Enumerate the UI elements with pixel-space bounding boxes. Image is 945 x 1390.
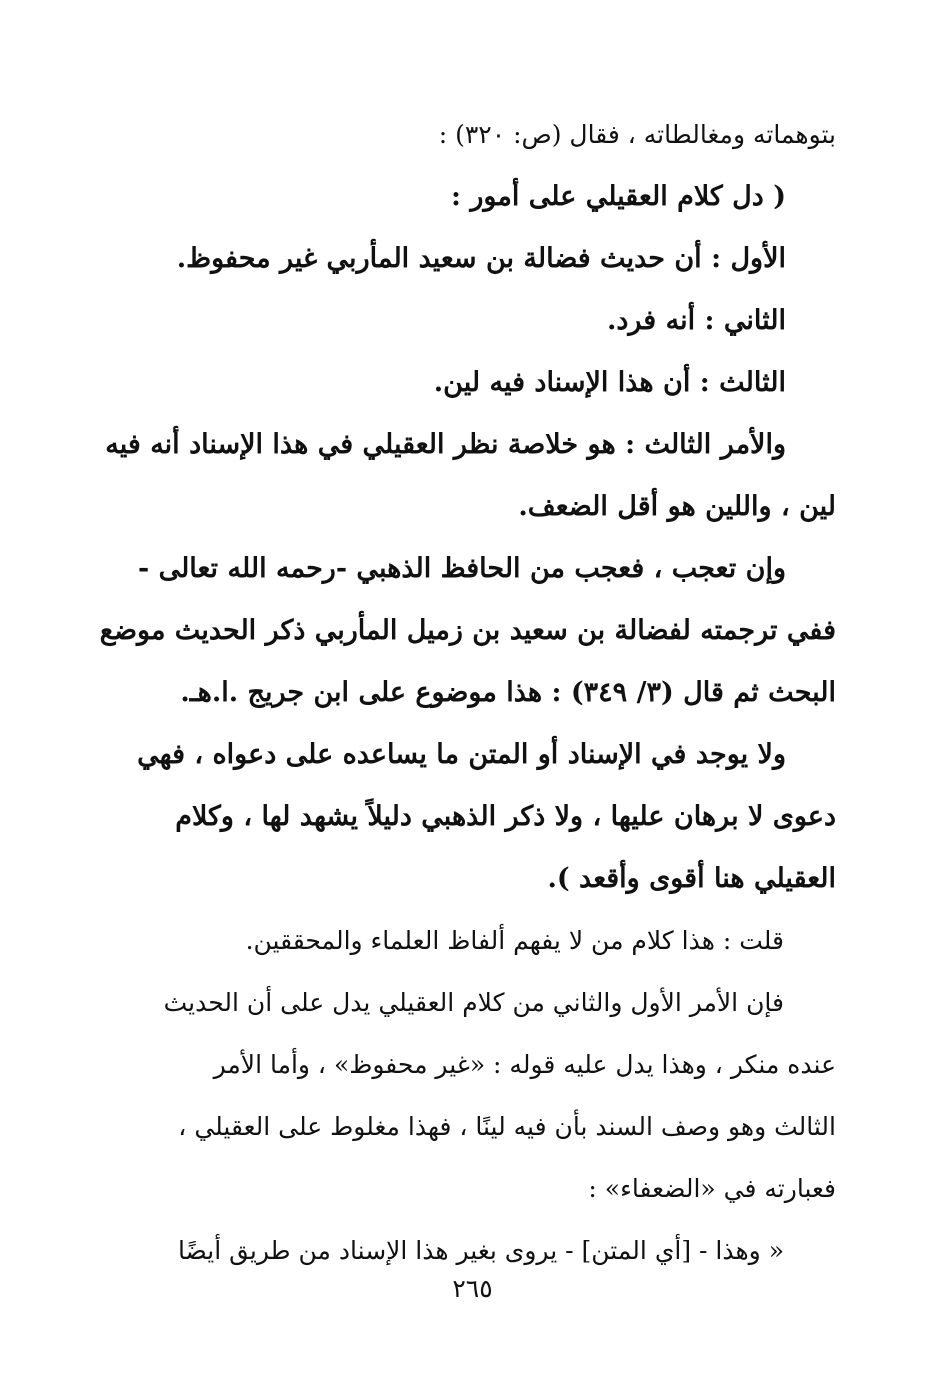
- text-line: فعبارته في «الضعفاء» :: [588, 1174, 836, 1203]
- quote-line: الثاني : أنه فرد.: [606, 305, 786, 336]
- quote-line: ( دل كلام العقيلي على أمور :: [451, 181, 786, 212]
- quote-line: الأول : أن حديث فضالة بن سعيد المأربي غير محفوظ.: [176, 243, 786, 274]
- quote-line: الثالث : أن هذا الإسناد فيه لين.: [433, 367, 786, 398]
- quote-line: والأمر الثالث : هو خلاصة نظر العقيلي في هذا الإسناد أنه فيه: [105, 429, 786, 460]
- quote-line: ولا يوجد في الإسناد أو المتن ما يساعده على دعواه ، فهي: [137, 739, 786, 770]
- quote-line: العقيلي هنا أقوى وأقعد ).: [547, 863, 836, 894]
- text-line: الثالث وهو وصف السند بأن فيه لينًا ، فهذا مغلوط على العقيلي ،: [178, 1112, 836, 1141]
- quote-line: دعوى لا برهان عليها ، ولا ذكر الذهبي دليلاً يشهد لها ، وكلام: [175, 801, 836, 832]
- quote-line: ففي ترجمته لفضالة بن سعيد بن زميل المأربي ذكر الحديث موضع: [99, 615, 836, 646]
- text-line: بتوهماته ومغالطاته ، فقال (ص: ٣٢٠) :: [438, 120, 836, 149]
- page-number: ٢٦٥: [452, 1274, 493, 1303]
- quote-line: لين ، واللين هو أقل الضعف.: [518, 491, 836, 522]
- text-line: فإن الأمر الأول والثاني من كلام العقيلي يدل على أن الحديث: [163, 988, 784, 1017]
- page-body: [99, 104, 836, 1282]
- text-line: عنده منكر ، وهذا يدل عليه قوله : «غير محفوظ» ، وأما الأمر: [213, 1050, 836, 1079]
- quote-line: وإن تعجب ، فعجب من الحافظ الذهبي -رحمه الله تعالى -: [137, 553, 786, 584]
- text-line: قلت : هذا كلام من لا يفهم ألفاظ العلماء والمحققين.: [245, 926, 784, 955]
- text-line: « وهذا - [أي المتن] - يروى بغير هذا الإسناد من طريق أيضًا: [177, 1236, 784, 1265]
- quote-line: البحث ثم قال (٣/ ٣٤٩) : هذا موضوع على ابن جريج .ا.هـ.: [180, 677, 836, 708]
